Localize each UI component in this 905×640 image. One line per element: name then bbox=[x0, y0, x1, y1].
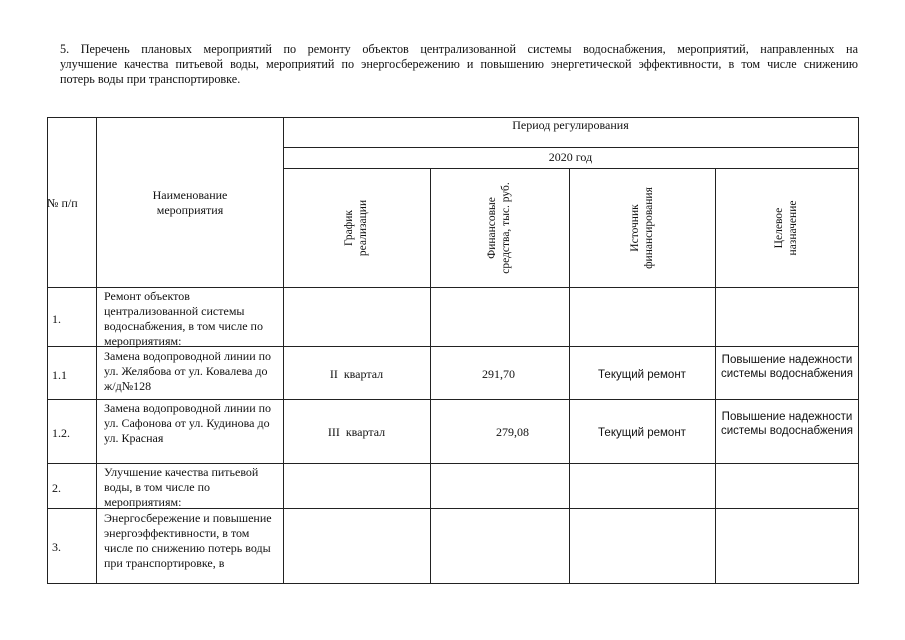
header-finance: Финансовые средства, тыс. руб. bbox=[486, 182, 512, 274]
header-year: 2020 год bbox=[548, 150, 593, 164]
table-line-col-num bbox=[96, 117, 97, 584]
row-3-name: Замена водопроводной линии по ул. Сафонова от ул. Кудинова до ул. Красная bbox=[104, 401, 272, 445]
row-2-source: Текущий ремонт bbox=[598, 369, 686, 381]
row-5-num: 3. bbox=[52, 540, 61, 554]
heading-line-1: 5. Перечень плановых мероприятий по ремонту объектов централизованной системы водоснабжения, мероприятий, направленных на bbox=[60, 42, 858, 56]
table-border-bottom bbox=[47, 583, 858, 584]
table-border-right bbox=[858, 117, 859, 584]
row-2-num: 1.1 bbox=[52, 368, 67, 382]
row-3-finance: 279,08 bbox=[496, 425, 529, 439]
table-line-col-schedule bbox=[430, 168, 431, 584]
row-3-schedule: III квартал bbox=[327, 425, 386, 439]
row-1-num: 1. bbox=[52, 312, 61, 326]
header-source: Источник финансирования bbox=[629, 187, 655, 269]
table-line-year bbox=[283, 168, 858, 169]
row-3-source: Текущий ремонт bbox=[598, 427, 686, 439]
header-name: Наименование мероприятия bbox=[152, 188, 228, 217]
row-2-purpose: Повышение надежности системы водоснабжения bbox=[720, 354, 854, 380]
table-line-header-bottom bbox=[47, 287, 858, 288]
header-schedule: График реализации bbox=[343, 199, 369, 257]
row-5-name: Энергосбережение и повышение энергоэффективности, в том числе по снижению потерь воды при транспортировке, в bbox=[104, 511, 272, 570]
row-3-num: 1.2. bbox=[52, 426, 70, 440]
row-3-purpose: Повышение надежности системы водоснабжения bbox=[720, 411, 854, 437]
table-line-row3 bbox=[47, 463, 858, 464]
table-line-period bbox=[283, 147, 858, 148]
table-border-left bbox=[47, 117, 48, 584]
row-2-name: Замена водопроводной линии по ул. Желябова от ул. Ковалева до ж/д№128 bbox=[104, 349, 272, 393]
heading-line-3: потерь воды при транспортировке. bbox=[60, 72, 241, 86]
row-4-name: Улучшение качества питьевой воды, в том числе по мероприятиям: bbox=[104, 465, 259, 509]
table-line-row2 bbox=[47, 399, 858, 400]
header-num: № п/п bbox=[47, 196, 78, 210]
header-period: Период регулирования bbox=[512, 118, 629, 132]
row-2-finance: 291,70 bbox=[482, 367, 515, 381]
header-purpose: Целевое назначение bbox=[773, 200, 799, 256]
row-2-schedule: II квартал bbox=[329, 367, 384, 381]
row-4-num: 2. bbox=[52, 481, 61, 495]
heading-line-2: улучшение качества питьевой воды, мероприятий по энергосбережению и повышению энергетической эффективности, в том числе снижению bbox=[60, 57, 858, 71]
document-heading bbox=[60, 42, 858, 87]
row-1-name: Ремонт объектов централизованной системы водоснабжения, в том числе по мероприятиям: bbox=[104, 289, 263, 348]
table-line-col-name bbox=[283, 117, 284, 584]
